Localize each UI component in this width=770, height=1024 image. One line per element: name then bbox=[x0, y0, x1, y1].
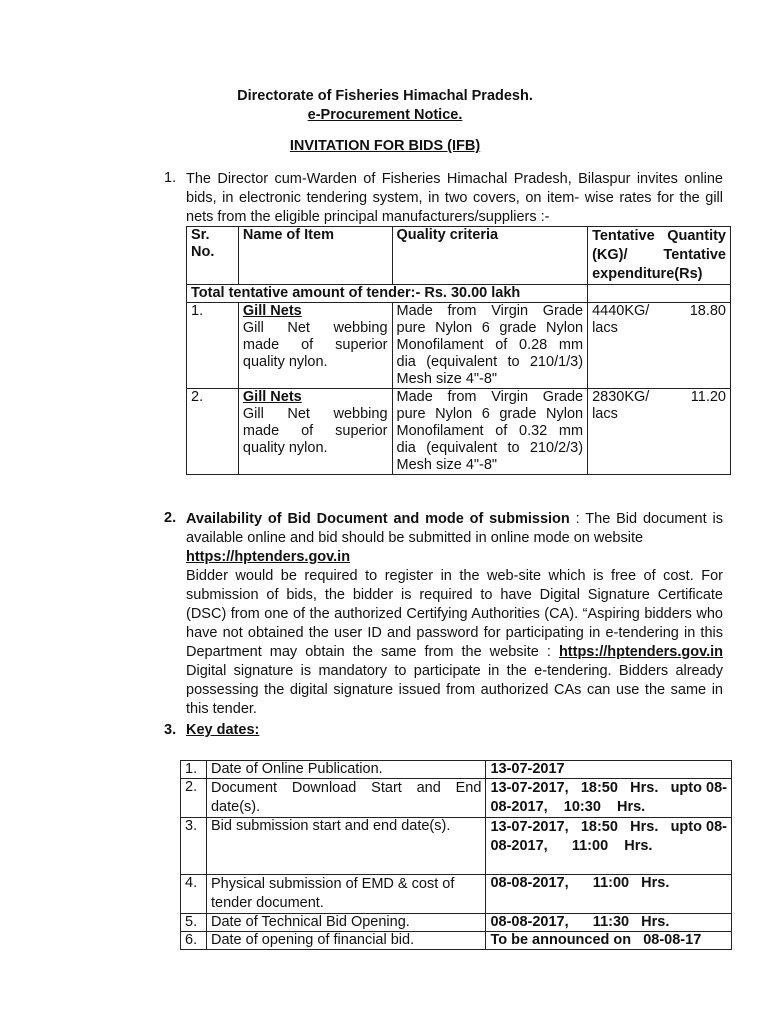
items-table bbox=[186, 226, 731, 475]
section-1-number: 1. bbox=[164, 170, 177, 186]
item-qty: 2830KG/ bbox=[592, 389, 650, 405]
date-number: 4. bbox=[181, 875, 207, 914]
item-unit: lacs bbox=[592, 320, 618, 336]
item-quantity-cell bbox=[588, 389, 731, 475]
item-name-cell bbox=[238, 389, 392, 475]
header-quality: Quality criteria bbox=[392, 227, 588, 285]
date-number: 3. bbox=[181, 818, 207, 875]
key-dates-heading: Key dates: bbox=[186, 722, 260, 738]
date-number: 5. bbox=[181, 914, 207, 932]
date-value: 13-07-2017, 18:50 Hrs. upto 08-08-2017, 11:00 Hrs. bbox=[486, 818, 732, 875]
date-label: Physical submission of EMD & cost of tender document. bbox=[206, 875, 485, 914]
date-label: Date of Online Publication. bbox=[206, 761, 485, 779]
item-desc: Gill Net webbing made of superior quality nylon. bbox=[242, 320, 388, 370]
date-value: 13-07-2017 bbox=[486, 761, 732, 779]
header-name: Name of Item bbox=[238, 227, 392, 285]
date-value: To be announced on 08-08-17 bbox=[486, 932, 732, 950]
total-amount: Total tentative amount of tender:- Rs. 30.00 lakh bbox=[187, 285, 588, 303]
table-row bbox=[187, 303, 731, 389]
date-value: 08-08-2017, 11:00 Hrs. bbox=[486, 875, 732, 914]
date-value: 08-08-2017, 11:30 Hrs. bbox=[486, 914, 732, 932]
section-2-number: 2. bbox=[164, 510, 177, 526]
date-number: 2. bbox=[181, 779, 207, 818]
item-amount: 18.80 bbox=[689, 303, 726, 319]
item-qty: 4440KG/ bbox=[592, 303, 650, 319]
table-row bbox=[181, 779, 732, 818]
section-1-text: The Director cum-Warden of Fisheries Himachal Pradesh, Bilaspur invites online bids, in electronic tendering system, in two covers, on item- wise rates for the gill nets from the eligible principal manufacturers/suppliers :- bbox=[186, 171, 723, 225]
table-row bbox=[181, 818, 732, 875]
table-row bbox=[187, 389, 731, 475]
tender-website-link[interactable]: https://hptenders.gov.in bbox=[186, 549, 351, 565]
header-quantity: Tentative Quantity (KG)/ Tentative expenditure(Rs) bbox=[588, 227, 731, 285]
section-2-closing: Digital signature is mandatory to participate in the e-tendering. Bidders already possessing the digital signature issued from authorized CAs can use the same in this tender. bbox=[186, 663, 723, 717]
date-value: 13-07-2017, 18:50 Hrs. upto 08-08-2017, 10:30 Hrs. bbox=[486, 779, 732, 818]
item-desc: Gill Net webbing made of superior quality nylon. bbox=[242, 406, 388, 456]
item-quality: Made from Virgin Grade pure Nylon 6 grade Nylon Monofilament of 0.32 mm dia (equivalent to 210/2/3) Mesh size 4"-8" bbox=[392, 389, 588, 475]
item-quantity-cell bbox=[588, 303, 731, 389]
date-label: Date of opening of financial bid. bbox=[206, 932, 485, 950]
total-blank bbox=[588, 285, 731, 303]
date-label: Document Download Start and End date(s). bbox=[206, 779, 485, 818]
table-row bbox=[181, 914, 732, 932]
item-sr: 1. bbox=[187, 303, 239, 389]
item-name: Gill Nets bbox=[242, 303, 302, 319]
items-header-row bbox=[187, 227, 731, 285]
item-amount: 11.20 bbox=[690, 389, 726, 405]
header-sr: Sr. No. bbox=[187, 227, 239, 285]
date-number: 1. bbox=[181, 761, 207, 779]
ifb-title: INVITATION FOR BIDS (IFB) bbox=[289, 138, 481, 154]
item-name-cell bbox=[238, 303, 392, 389]
table-row bbox=[181, 932, 732, 950]
department-title: Directorate of Fisheries Himachal Pradesh. bbox=[237, 88, 533, 104]
section-2-body: Bidder would be required to register in the web-site which is free of cost. For submission of bids, the bidder is required to have Digital Signature Certificate (DSC) from one of the authorized Certifying Authorities (CA). “Aspiring bidders who have not obtained the user ID and password for participating in e-tendering in this Department may obtain the same from the website : bbox=[186, 568, 723, 660]
tender-website-link-2[interactable]: https://hptenders.gov.in bbox=[558, 644, 723, 660]
total-row bbox=[187, 285, 731, 303]
table-row bbox=[181, 875, 732, 914]
date-number: 6. bbox=[181, 932, 207, 950]
section-2-heading: Availability of Bid Document and mode of submission bbox=[186, 511, 570, 527]
item-sr: 2. bbox=[187, 389, 239, 475]
item-name: Gill Nets bbox=[242, 389, 302, 405]
table-row bbox=[181, 761, 732, 779]
section-3-number: 3. bbox=[164, 722, 177, 738]
section-2-text bbox=[186, 510, 723, 719]
item-quality: Made from Virgin Grade pure Nylon 6 grade Nylon Monofilament of 0.28 mm dia (equivalent to 210/1/3) Mesh size 4"-8" bbox=[392, 303, 588, 389]
section-2-intro: : The Bid document is available online and bid should be submitted in online mode on website bbox=[186, 511, 723, 546]
item-unit: lacs bbox=[592, 406, 618, 422]
key-dates-table bbox=[180, 760, 732, 950]
date-label: Bid submission start and end date(s). bbox=[206, 818, 485, 875]
date-label: Date of Technical Bid Opening. bbox=[206, 914, 485, 932]
notice-title: e-Procurement Notice. bbox=[307, 107, 463, 123]
